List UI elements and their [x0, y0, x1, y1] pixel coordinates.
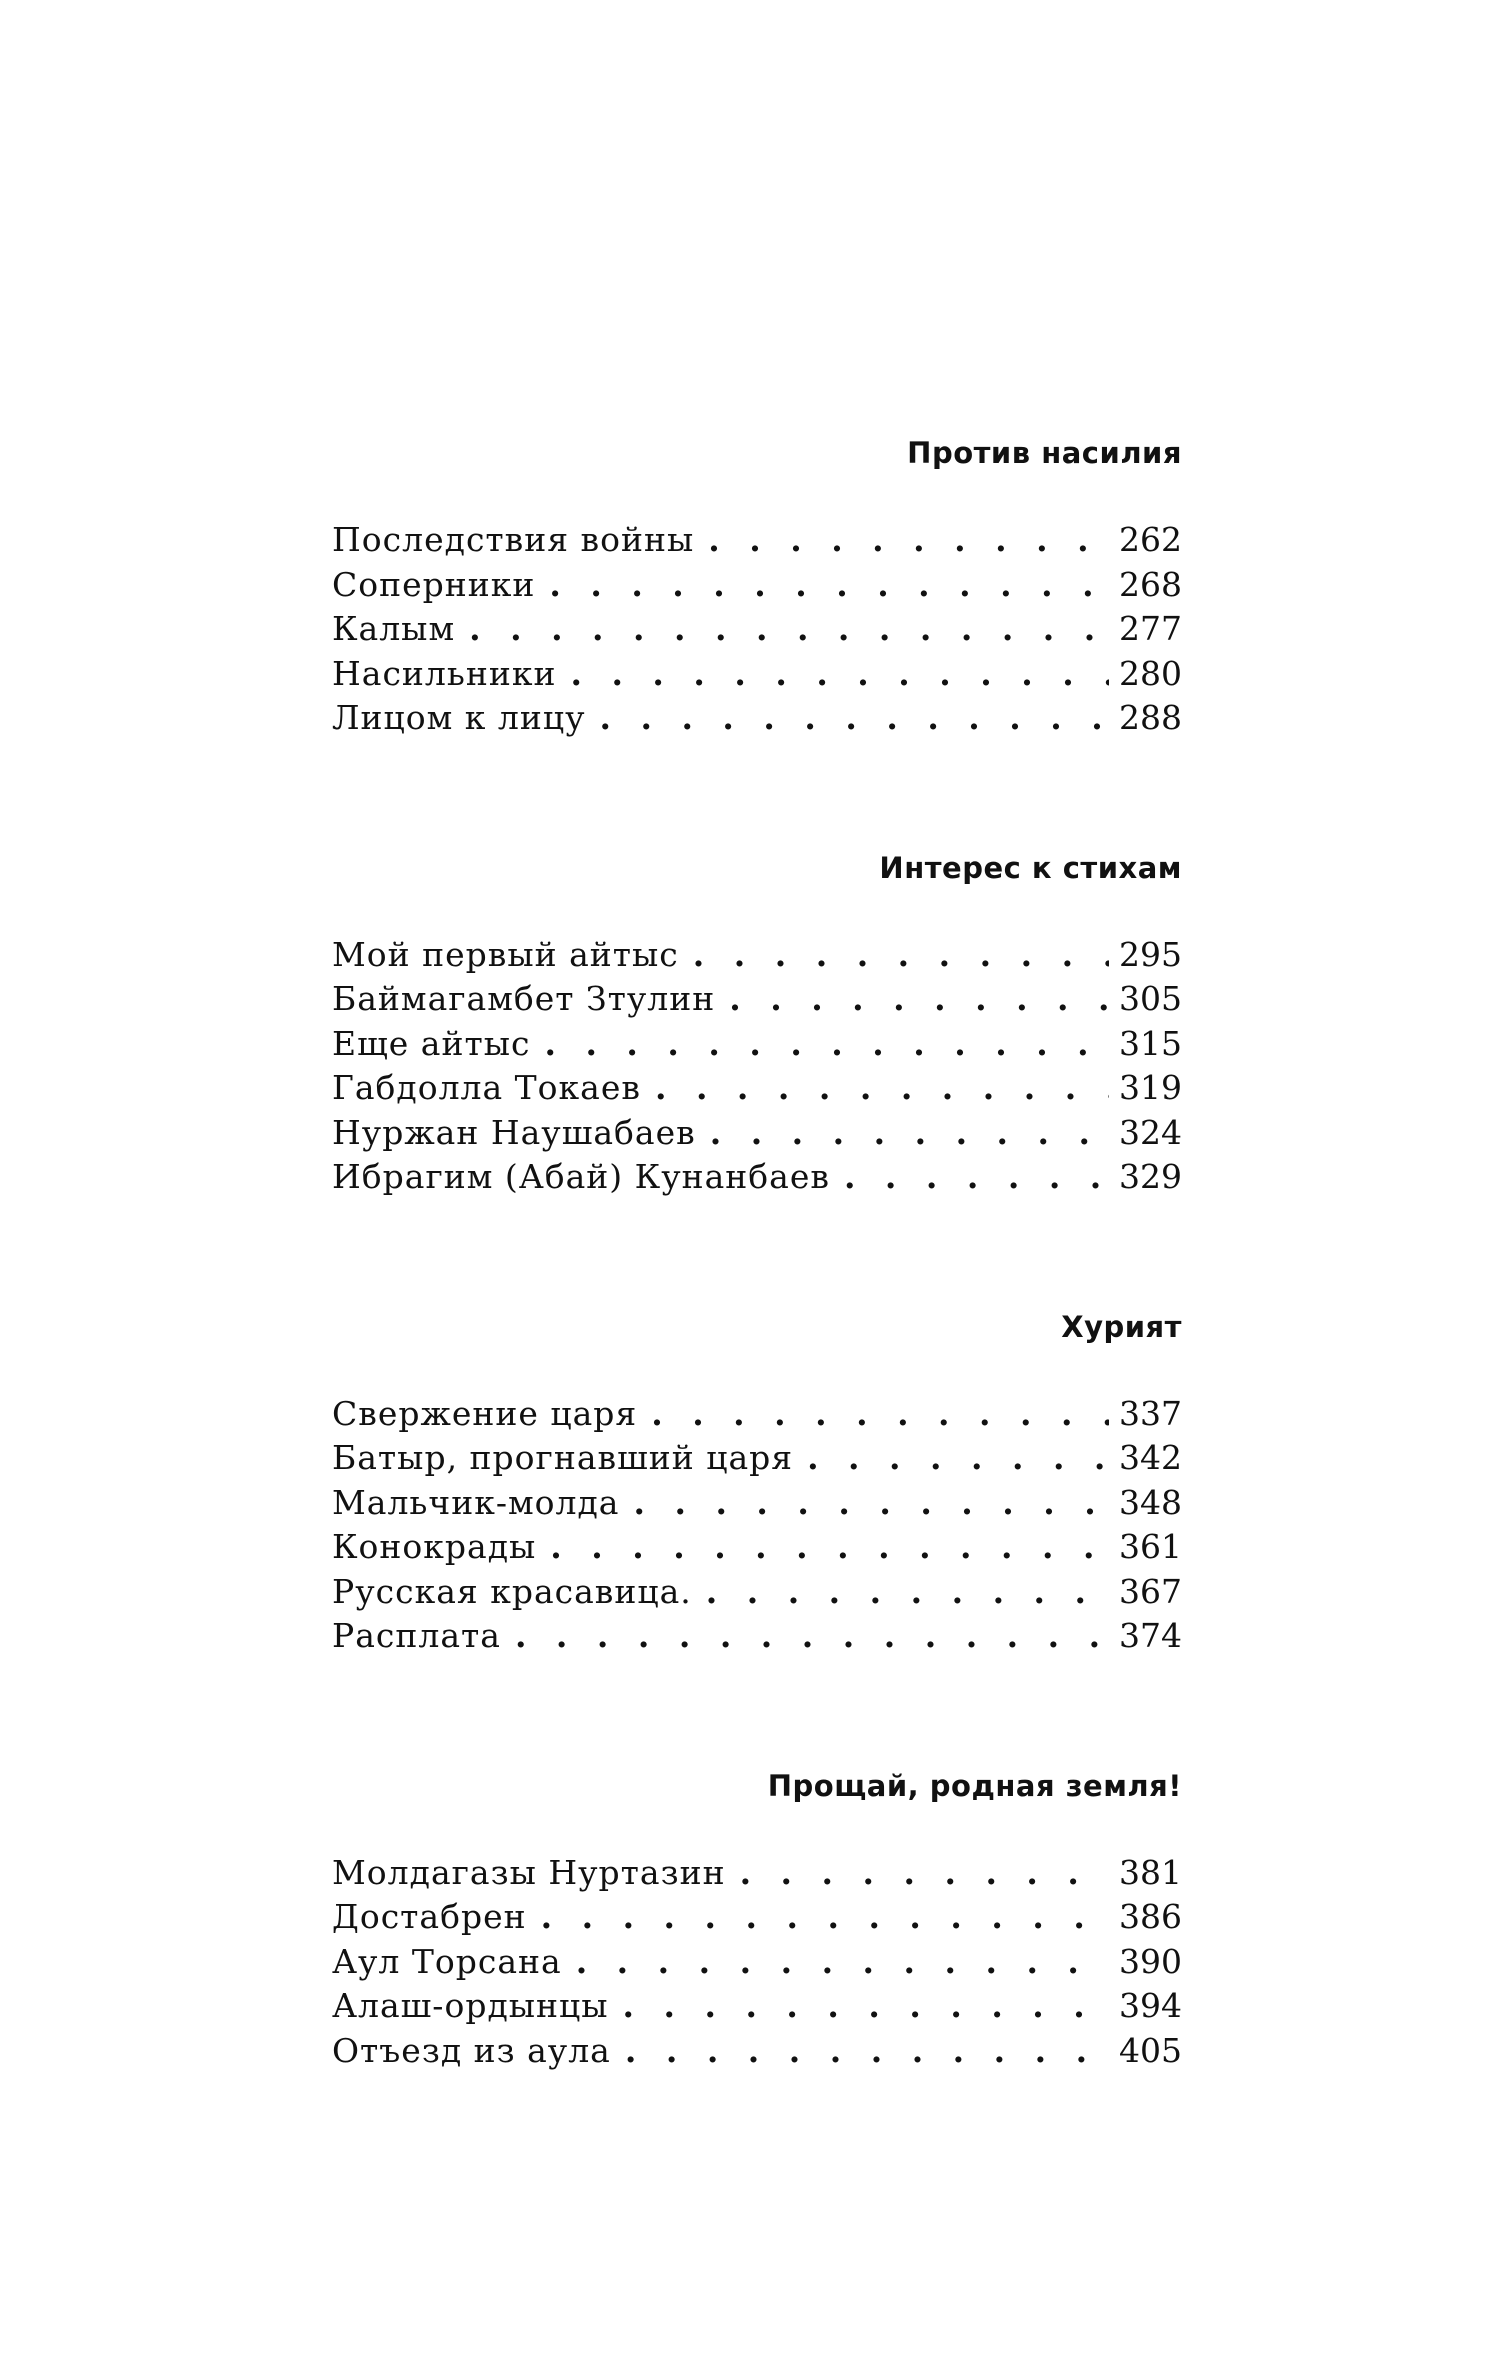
toc-entry[interactable]	[332, 1436, 1182, 1481]
toc-entry[interactable]	[332, 1895, 1182, 1940]
entry-list	[332, 933, 1182, 1200]
entry-page-number: 268	[1119, 564, 1182, 604]
section-title: Интерес к стихам	[879, 850, 1182, 885]
dot-leader	[576, 1940, 1109, 1985]
entry-list	[332, 1851, 1182, 2074]
entry-page-number: 329	[1119, 1157, 1182, 1196]
entry-title: Последствия войны	[332, 520, 695, 559]
entry-page-number: 348	[1119, 1482, 1182, 1522]
toc-entry[interactable]	[332, 1022, 1182, 1067]
toc-entry[interactable]	[332, 1155, 1182, 1200]
toc-entry[interactable]	[332, 607, 1182, 652]
toc-section	[332, 1763, 1182, 2074]
entry-page-number: 374	[1119, 1616, 1182, 1655]
table-of-contents	[332, 430, 1182, 2073]
dot-leader	[550, 1525, 1109, 1570]
dot-leader	[633, 1481, 1109, 1526]
entry-page-number: 324	[1119, 1112, 1182, 1152]
dot-leader	[544, 1022, 1109, 1067]
toc-entry[interactable]	[332, 1066, 1182, 1111]
section-title: Прощай, родная земля!	[767, 1768, 1182, 1803]
dot-leader	[655, 1066, 1109, 1111]
entry-page-number: 381	[1119, 1852, 1182, 1892]
section-title: Хурият	[1061, 1309, 1182, 1344]
entry-list	[332, 518, 1182, 741]
dot-leader	[844, 1155, 1109, 1200]
entry-title: Габдолла Токаев	[332, 1068, 641, 1107]
entry-page-number: 280	[1119, 653, 1182, 693]
entry-title: Лицом к лицу	[332, 698, 586, 737]
toc-entry[interactable]	[332, 1851, 1182, 1896]
entry-title: Аул Торсана	[332, 1941, 562, 1981]
entry-page-number: 337	[1119, 1393, 1182, 1433]
entry-title: Еще айтыс	[332, 1023, 531, 1063]
toc-entry[interactable]	[332, 2029, 1182, 2074]
entry-title: Русская красавица.	[332, 1571, 692, 1611]
dot-leader	[651, 1392, 1109, 1437]
entry-page-number: 386	[1119, 1897, 1182, 1936]
entry-title: Калым	[332, 609, 456, 648]
entry-title: Отъезд из аула	[332, 2030, 611, 2070]
entry-page-number: 361	[1119, 1527, 1182, 1566]
dot-leader	[515, 1614, 1109, 1659]
toc-entry[interactable]	[332, 652, 1182, 697]
dot-leader	[807, 1436, 1109, 1481]
entry-page-number: 405	[1119, 2030, 1182, 2070]
entry-title: Мой первый айтыс	[332, 934, 679, 974]
dot-leader	[541, 1895, 1109, 1940]
entry-title: Свержение царя	[332, 1393, 638, 1433]
toc-entry[interactable]	[332, 1614, 1182, 1659]
toc-entry[interactable]	[332, 933, 1182, 978]
dot-leader	[600, 696, 1110, 741]
toc-section	[332, 430, 1182, 741]
section-title: Против насилия	[907, 436, 1182, 470]
dot-leader	[693, 933, 1109, 978]
dot-leader	[706, 1570, 1109, 1615]
toc-entry[interactable]	[332, 696, 1182, 741]
entry-list	[332, 1392, 1182, 1659]
toc-entry[interactable]	[332, 1392, 1182, 1437]
entry-page-number: 305	[1119, 979, 1182, 1018]
entry-title: Нуржан Наушабаев	[332, 1112, 696, 1152]
dot-leader	[729, 977, 1109, 1022]
toc-entry[interactable]	[332, 563, 1182, 608]
toc-entry[interactable]	[332, 977, 1182, 1022]
entry-page-number: 315	[1119, 1023, 1182, 1063]
toc-section	[332, 845, 1182, 1200]
toc-entry[interactable]	[332, 1111, 1182, 1156]
dot-leader	[710, 1111, 1109, 1156]
entry-page-number: 319	[1119, 1068, 1182, 1107]
entry-page-number: 394	[1119, 1986, 1182, 2025]
toc-entry[interactable]	[332, 1570, 1182, 1615]
entry-title: Насильники	[332, 653, 557, 693]
dot-leader	[570, 652, 1109, 697]
entry-title: Конокрады	[332, 1527, 537, 1566]
entry-page-number: 295	[1119, 934, 1182, 974]
dot-leader	[623, 1984, 1109, 2029]
entry-page-number: 342	[1119, 1438, 1182, 1477]
entry-title: Батыр, прогнавший царя	[332, 1438, 794, 1477]
entry-title: Алаш-ордынцы	[332, 1986, 609, 2025]
dot-leader	[549, 563, 1109, 608]
entry-title: Молдагазы Нуртазин	[332, 1852, 726, 1892]
entry-title: Баймагамбет Зтулин	[332, 979, 716, 1018]
entry-title: Расплата	[332, 1616, 501, 1655]
entry-title: Ибрагим (Абай) Кунанбаев	[332, 1157, 830, 1196]
entry-title: Соперники	[332, 564, 536, 604]
entry-page-number: 367	[1119, 1571, 1182, 1611]
entry-title: Достабрен	[332, 1897, 527, 1936]
toc-entry[interactable]	[332, 518, 1182, 563]
entry-title: Мальчик-молда	[332, 1482, 620, 1522]
entry-page-number: 277	[1119, 609, 1182, 648]
entry-page-number: 288	[1119, 698, 1182, 737]
toc-entry[interactable]	[332, 1940, 1182, 1985]
dot-leader	[469, 607, 1109, 652]
dot-leader	[625, 2029, 1109, 2074]
toc-entry[interactable]	[332, 1481, 1182, 1526]
dot-leader	[708, 518, 1109, 563]
entry-page-number: 262	[1119, 520, 1182, 559]
entry-page-number: 390	[1119, 1941, 1182, 1981]
toc-section	[332, 1304, 1182, 1659]
toc-entry[interactable]	[332, 1525, 1182, 1570]
toc-entry[interactable]	[332, 1984, 1182, 2029]
dot-leader	[740, 1851, 1109, 1896]
